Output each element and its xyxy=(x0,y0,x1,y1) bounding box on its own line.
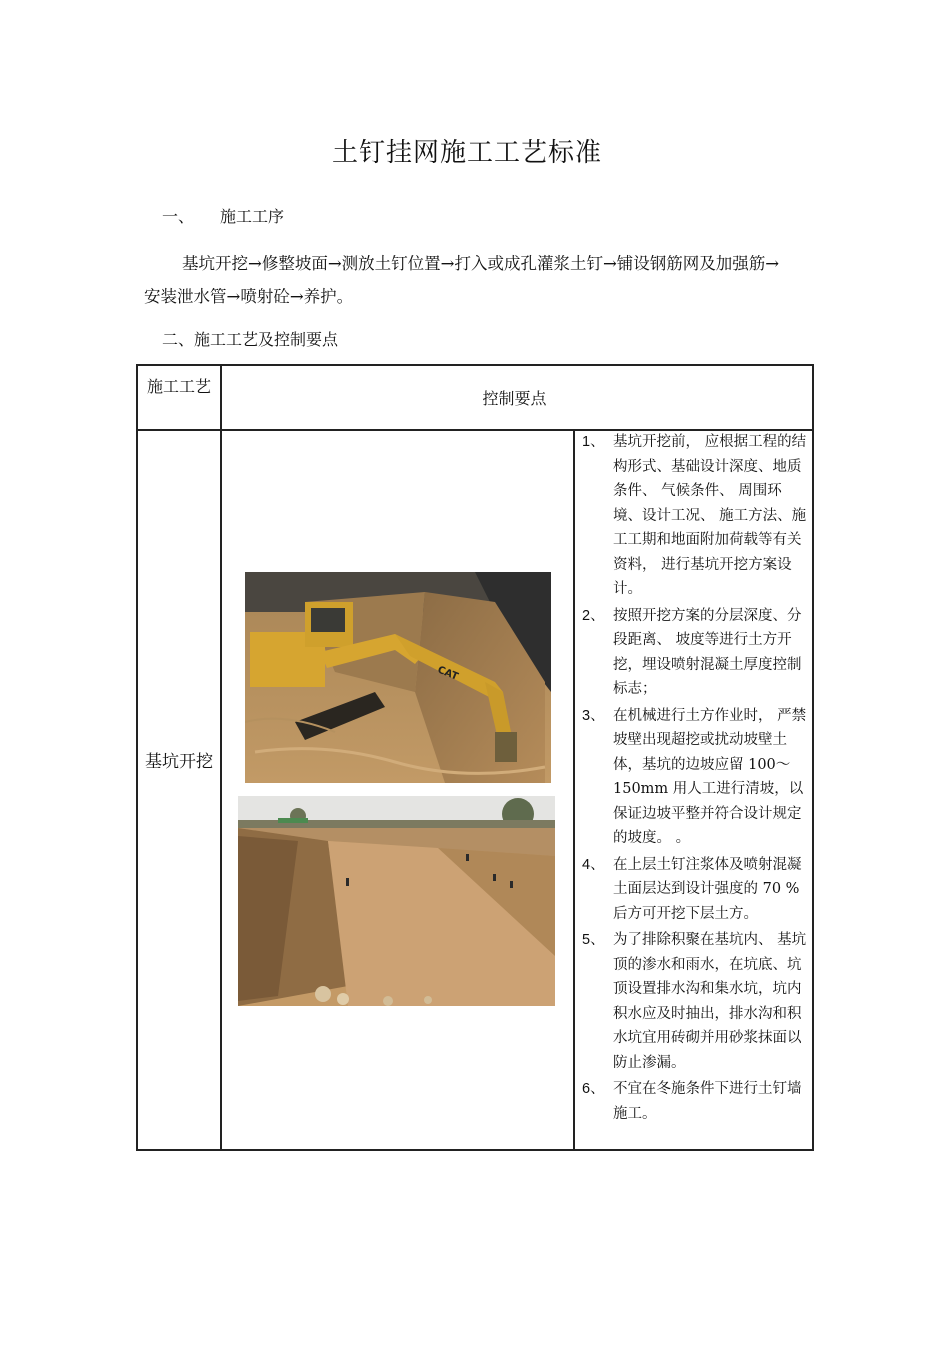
control-point-4 xyxy=(582,853,810,927)
section-1-heading xyxy=(162,204,284,227)
table-border-col2 xyxy=(573,430,575,1150)
section-2-heading: 二、施工工艺及控制要点 xyxy=(162,330,339,349)
control-point-number: 4、 xyxy=(582,856,605,873)
control-point-text: 在上层土钉注浆体及喷射混凝土面层达到设计强度的 70 %后方可开挖下层土方。 xyxy=(613,856,802,922)
table-border-top xyxy=(136,364,814,366)
control-point-text: 不宜在冬施条件下进行土钉墙施工。 xyxy=(613,1081,802,1122)
table-border-left xyxy=(136,364,138,1150)
header-control-points: 控制要点 xyxy=(482,389,547,408)
control-point-text: 在机械进行土方作业时， 严禁坡壁出现超挖或扰动坡壁土体，基坑的边坡应留 100～150mm 用人工进行清坡，以保证边坡平整并符合设计规定的坡度。 。 xyxy=(613,707,807,846)
control-point-3 xyxy=(582,704,810,851)
page-title: 土钉挂网施工工艺标准 xyxy=(331,138,602,168)
table-border-col1 xyxy=(220,364,222,1150)
craft-name-cell: 基坑开挖 xyxy=(145,752,213,772)
cat-logo: CAT xyxy=(435,664,460,683)
control-point-text: 基坑开挖前， 应根据工程的结构形式、基础设计深度、地质条件、 气候条件、 周围环境、设计工况、 施工方法、施工工期和地面附加荷载等有关资料， 进行基坑开挖方案设计。 xyxy=(613,434,807,597)
header-craft: 施工工艺 xyxy=(146,377,211,396)
control-point-text: 为了排除积聚在基坑内、 基坑顶的渗水和雨水，在坑底、坑顶设置排水沟和集水坑，坑内积水应及时抽出，排水沟和积水坑宜用砖砌并用砂浆抹面以防止渗漏。 xyxy=(613,932,807,1071)
table-border-right xyxy=(812,364,814,1150)
control-point-1 xyxy=(582,430,810,602)
section-1-number: 一、 xyxy=(162,207,195,226)
control-point-2 xyxy=(582,604,810,702)
control-point-text: 按照开挖方案的分层深度、分段距离、 坡度等进行土方开挖，埋设喷射混凝土厚度控制标志； xyxy=(613,607,802,697)
control-point-number: 3、 xyxy=(582,707,605,724)
control-point-5 xyxy=(582,928,810,1075)
control-point-number: 6、 xyxy=(582,1081,605,1097)
table-border-bottom xyxy=(136,1149,814,1151)
construction-sequence: 基坑开挖→修整坡面→测放土钉位置→打入或成孔灌浆土钉→铺设钢筋网及加强筋→安装泄水管→喷射砼→养护。 xyxy=(144,254,780,306)
excavator-photo xyxy=(245,572,551,783)
control-point-6 xyxy=(582,1077,810,1126)
control-point-number: 5、 xyxy=(582,932,605,948)
section-1-title: 施工工序 xyxy=(220,207,285,226)
control-points-list xyxy=(582,430,810,1128)
control-point-number: 1、 xyxy=(582,434,605,450)
control-point-number: 2、 xyxy=(582,607,605,624)
foundation-pit-photo xyxy=(238,796,555,1006)
